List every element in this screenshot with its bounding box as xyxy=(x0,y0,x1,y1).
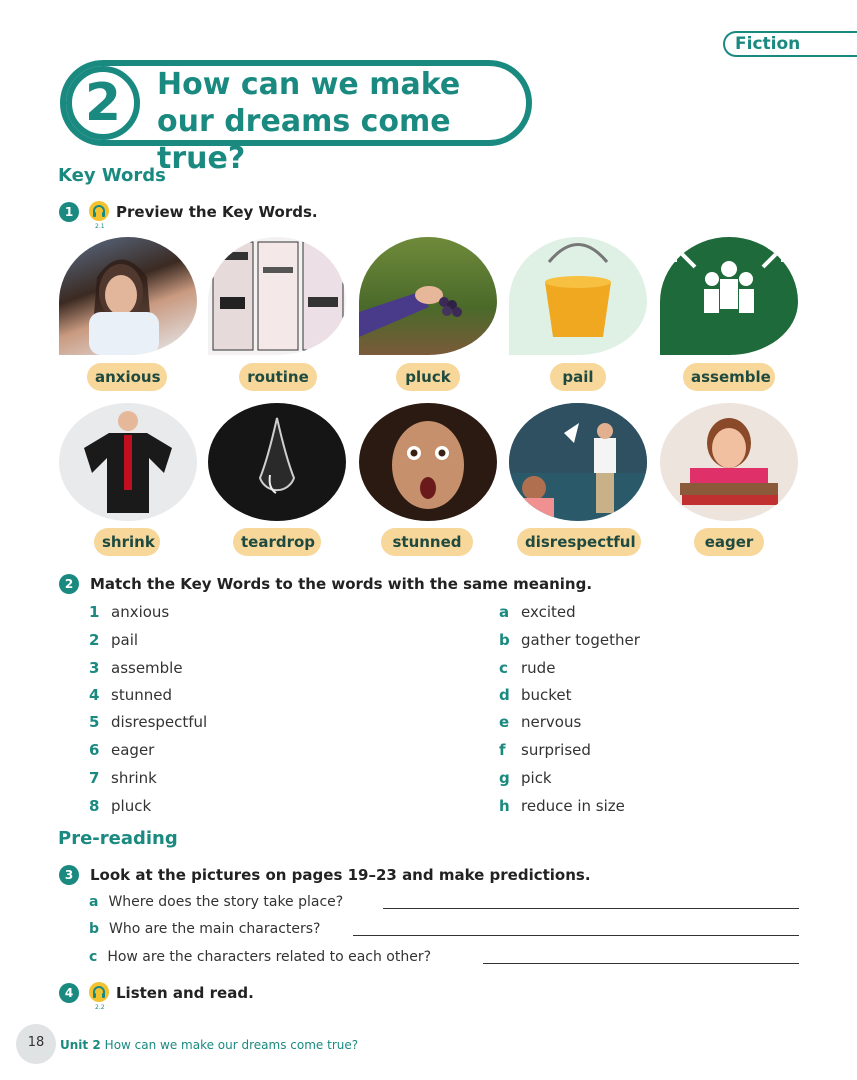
exercise-2-number: 2 xyxy=(59,574,79,594)
item-text: rude xyxy=(521,659,556,677)
key-word-label: pail xyxy=(550,363,606,391)
item-number: 7 xyxy=(89,769,100,787)
item-text: pail xyxy=(111,631,139,649)
key-word-label: routine xyxy=(239,363,317,391)
answer-line-c[interactable] xyxy=(483,963,799,964)
answer-line-a[interactable] xyxy=(383,908,799,909)
question-letter: b xyxy=(89,921,100,937)
key-word-label: eager xyxy=(694,528,764,556)
item-text: excited xyxy=(521,603,576,621)
item-text: eager xyxy=(111,741,155,759)
item-text: bucket xyxy=(521,686,572,704)
question-a xyxy=(89,894,343,910)
item-number: 6 xyxy=(89,741,100,759)
unit-number: 2 xyxy=(84,73,122,133)
item-text: assemble xyxy=(111,659,183,677)
footer-title: How can we make our dreams come true? xyxy=(104,1038,359,1052)
plucking-grapes-photo xyxy=(359,237,497,355)
answer-line-b[interactable] xyxy=(353,935,799,936)
item-letter: g xyxy=(499,769,510,787)
page-number: 18 xyxy=(27,1035,45,1050)
exercise-1-instruction: Preview the Key Words. xyxy=(116,203,318,221)
headphones-icon[interactable] xyxy=(89,982,109,1002)
key-word-label: teardrop xyxy=(233,528,321,556)
footer-unit: Unit 2 xyxy=(60,1038,101,1052)
question-text: Who are the main characters? xyxy=(109,921,321,937)
audio-track-number: 2.2 xyxy=(95,1004,105,1011)
key-word-label: shrink xyxy=(94,528,160,556)
item-number: 4 xyxy=(89,686,100,704)
item-text: surprised xyxy=(521,741,591,759)
item-letter: c xyxy=(499,659,508,677)
key-word-label: anxious xyxy=(87,363,167,391)
item-text: stunned xyxy=(111,686,172,704)
fiction-label: Fiction xyxy=(735,34,801,54)
item-number: 2 xyxy=(89,631,100,649)
item-number: 1 xyxy=(89,603,100,621)
fiction-tab xyxy=(723,31,857,57)
item-number: 8 xyxy=(89,797,100,815)
item-text: anxious xyxy=(111,603,170,621)
exercise-4-number: 4 xyxy=(59,983,79,1003)
question-letter: c xyxy=(89,949,98,965)
key-word-label: stunned xyxy=(381,528,473,556)
key-word-label: pluck xyxy=(396,363,460,391)
question-text: How are the characters related to each other? xyxy=(107,949,432,965)
item-text: pick xyxy=(521,769,552,787)
item-text: disrespectful xyxy=(111,713,208,731)
key-words-heading: Key Words xyxy=(58,165,166,186)
item-letter: e xyxy=(499,713,510,731)
stunned-girl-photo xyxy=(359,403,497,521)
item-text: gather together xyxy=(521,631,640,649)
audio-track-number: 2.1 xyxy=(95,223,105,230)
item-letter: a xyxy=(499,603,510,621)
assembly-point-sign-photo xyxy=(660,237,798,355)
anxious-girl-photo xyxy=(59,237,197,355)
footer-text xyxy=(60,1038,358,1052)
exercise-3-instruction: Look at the pictures on pages 19–23 and make predictions. xyxy=(90,866,591,884)
exercise-2-instruction: Match the Key Words to the words with the same meaning. xyxy=(90,575,593,593)
question-c xyxy=(89,949,431,965)
key-word-label: disrespectful xyxy=(517,528,641,556)
shrinking-suit-man-photo xyxy=(59,403,197,521)
item-text: shrink xyxy=(111,769,157,787)
question-b xyxy=(89,921,320,937)
headphones-icon[interactable] xyxy=(89,201,109,221)
item-letter: h xyxy=(499,797,510,815)
teardrop-photo xyxy=(208,403,346,521)
item-letter: b xyxy=(499,631,510,649)
pre-reading-heading: Pre-reading xyxy=(58,828,178,849)
item-letter: f xyxy=(499,741,506,759)
yellow-pail-photo xyxy=(509,237,647,355)
key-word-label: assemble xyxy=(683,363,775,391)
item-letter: d xyxy=(499,686,510,704)
item-number: 5 xyxy=(89,713,100,731)
question-letter: a xyxy=(89,894,99,910)
question-text: Where does the story take place? xyxy=(108,894,344,910)
exercise-1-number: 1 xyxy=(59,202,79,222)
eager-girl-with-books-photo xyxy=(660,403,798,521)
exercise-3-number: 3 xyxy=(59,865,79,885)
item-text: pluck xyxy=(111,797,152,815)
item-number: 3 xyxy=(89,659,100,677)
item-text: reduce in size xyxy=(521,797,625,815)
unit-title: How can we make our dreams come true? xyxy=(157,67,461,176)
exercise-4-instruction: Listen and read. xyxy=(116,984,254,1002)
classroom-photo xyxy=(509,403,647,521)
routine-schedule-photo xyxy=(208,237,346,355)
item-text: nervous xyxy=(521,713,582,731)
